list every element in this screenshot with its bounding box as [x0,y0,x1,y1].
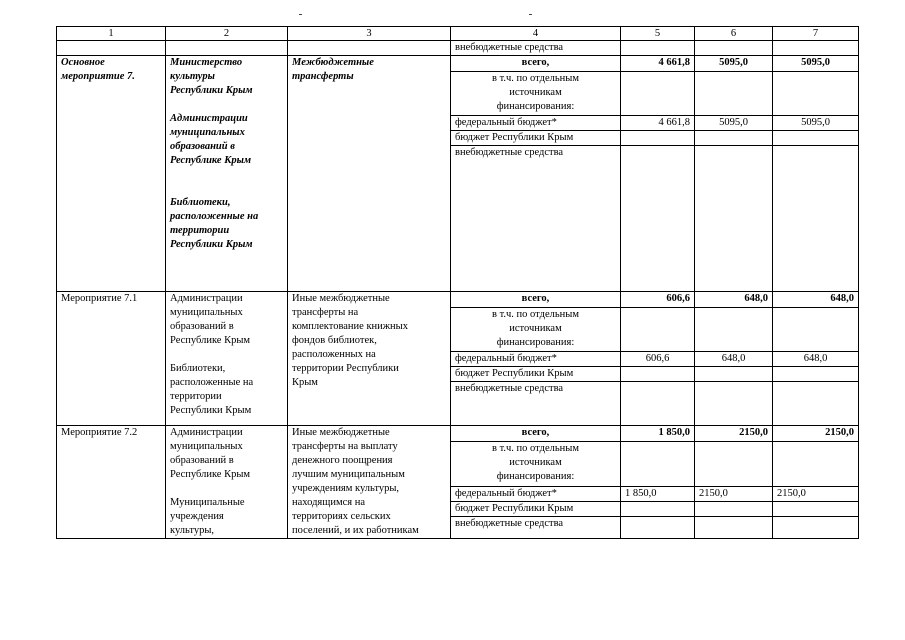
value-col6: 2150,0 [695,486,773,501]
table-row [57,292,859,308]
header-cell: 3 [288,27,451,41]
value-col7: 5095,0 [773,116,859,131]
table-row [57,56,859,72]
header-cell: 4 [451,27,621,41]
header-row [57,27,859,41]
source-cell: в т.ч. по отдельным источникам финансирования: [451,72,621,116]
source-cell: всего, [451,56,621,72]
source-cell: в т.ч. по отдельным источникам финансирования: [451,442,621,486]
executor: Библиотеки, расположенные на территории Республики Крым [170,363,254,416]
value-col5: 606,6 [621,292,695,308]
executor: Администрации муниципальных образований в Республике Крым [170,427,251,480]
source-cell: внебюджетные средства [451,382,621,426]
header-cell: 7 [773,27,859,41]
value-col7: 648,0 [773,292,859,308]
table-row [57,426,859,442]
source-cell: в т.ч. по отдельным источникам финансирования: [451,308,621,352]
header-cell: 6 [695,27,773,41]
description-cell: Иные межбюджетные трансферты на выплату денежного поощрения лучшим муниципальным учреждениям культуры, находящимся на территориях сельских поселений, и их работникам [288,426,451,539]
value-col5: 606,6 [621,352,695,367]
table-row [57,41,859,56]
executors-cell [166,292,288,426]
activity-name: Мероприятие 7.1 [57,292,166,426]
budget-table [56,26,859,539]
value-col6: 5095,0 [695,116,773,131]
description-cell: Иные межбюджетные трансферты на комплектование книжных фондов библиотек, расположенных на территории Республики Крым [288,292,451,426]
source-cell: бюджет Республики Крым [451,131,621,146]
value-col5: 1 850,0 [621,486,695,501]
scan-mark [529,14,532,15]
source-cell: внебюджетные средства [451,516,621,538]
value-col6: 2150,0 [695,426,773,442]
header-cell: 2 [166,27,288,41]
source-cell: федеральный бюджет* [451,116,621,131]
source-cell: федеральный бюджет* [451,486,621,501]
source-cell: федеральный бюджет* [451,352,621,367]
executor: Министерство культуры Республики Крым [170,57,253,96]
activity-name: Мероприятие 7.2 [57,426,166,539]
value-col5: 4 661,8 [621,56,695,72]
value-col7: 648,0 [773,352,859,367]
executor: Муниципальные учреждения культуры, [170,497,245,536]
executor: Администрации муниципальных образований в Республике Крым [170,293,251,346]
scan-mark [299,14,302,15]
executors-cell [166,56,288,292]
header-cell: 5 [621,27,695,41]
description-cell: Межбюджетные трансферты [288,56,451,292]
executor: Администрации муниципальных образований в Республике Крым [170,113,252,166]
source-cell: бюджет Республики Крым [451,367,621,382]
value-col7: 2150,0 [773,486,859,501]
source-cell: бюджет Республики Крым [451,501,621,516]
value-col6: 5095,0 [695,56,773,72]
value-col5: 4 661,8 [621,116,695,131]
source-cell: внебюджетные средства [451,146,621,292]
value-col6: 648,0 [695,292,773,308]
source-cell: всего, [451,292,621,308]
activity-name: Основное мероприятие 7. [57,56,166,292]
value-col5: 1 850,0 [621,426,695,442]
executors-cell [166,426,288,539]
executor: Библиотеки, расположенные на территории Республики Крым [170,197,259,250]
value-col7: 2150,0 [773,426,859,442]
value-col7: 5095,0 [773,56,859,72]
header-cell: 1 [57,27,166,41]
source-cell: внебюджетные средства [451,41,621,56]
value-col6: 648,0 [695,352,773,367]
source-cell: всего, [451,426,621,442]
